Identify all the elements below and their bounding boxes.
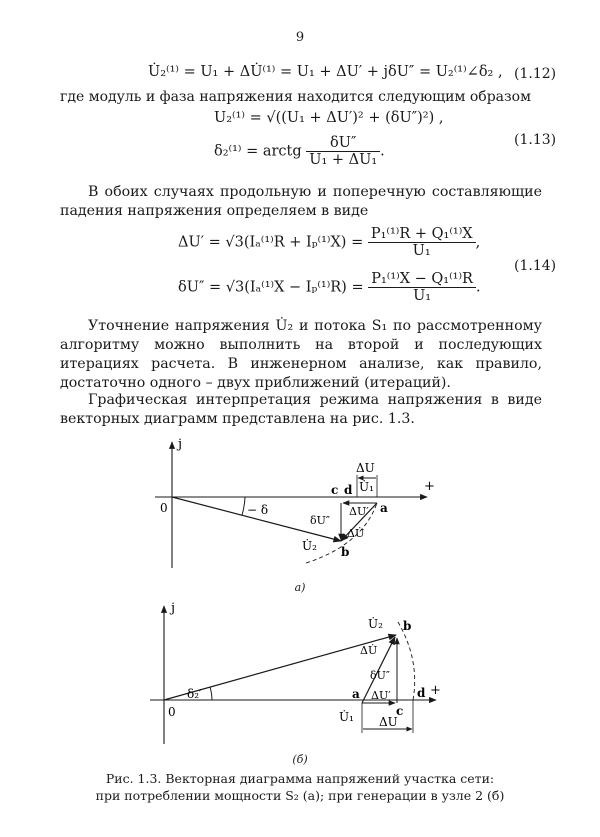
fig-a-label-u1: U̇₁	[359, 480, 374, 494]
equation-number-1-13: (1.13)	[514, 132, 557, 148]
fig-b-label-d: d	[417, 686, 426, 700]
fig-a-label-deltau: δU″	[310, 514, 331, 527]
eq-1-14-tail1: ,	[475, 234, 481, 251]
fig-b-angle-arc	[210, 687, 212, 700]
fig-b-origin-label: 0	[168, 705, 176, 719]
fig-b-label-duprime: ΔU′	[371, 689, 391, 702]
fig-a-label-b: b	[341, 545, 350, 559]
fig-b-label-a: a	[352, 687, 360, 701]
paragraph-refine: Уточнение напряжения U̇₂ и потока S₁ по рассмотренному алгоритму можно выполнить на второй и последующих итерациях расчета. В инженерном анализе, как правило, достаточно одного – двух приближений (итераций).	[60, 318, 542, 391]
fig-a-angle-label: − δ	[247, 503, 269, 517]
fig-a-j-label: j	[178, 437, 183, 452]
fig-a-label-d: d	[344, 483, 353, 497]
eq-1-14-numerator2: P₁⁽¹⁾X − Q₁⁽¹⁾R	[368, 271, 476, 288]
eq-1-14-denominator2: U₁	[413, 288, 432, 304]
fig-a-label-a: a	[380, 501, 388, 515]
equation-1-13-line1: U₂⁽¹⁾ = √((U₁ + ΔU′)² + (δU″)²) ,	[214, 110, 444, 126]
fig-b-label-du: ΔU	[379, 715, 398, 729]
eq-1-13-lhs: δ₂⁽¹⁾ = arctg	[214, 143, 302, 160]
fig-b-label-c: c	[396, 704, 404, 718]
eq-1-14-denominator1: U₁	[412, 243, 431, 259]
paragraph-graphic: Графическая интерпретация режима напряжения в виде векторных диаграмм представлена на рис. 1.3.	[60, 392, 542, 427]
figure-b-sublabel: (б)	[292, 753, 308, 766]
equation-1-12: U̇₂⁽¹⁾ = U₁ + ΔU̇⁽¹⁾ = U₁ + ΔU′ + jδU″ = U₂⁽¹⁾∠δ₂ ,	[148, 64, 503, 80]
eq-1-14-lhs2: δU″ = √3(Iₐ⁽¹⁾X − Iₚ⁽¹⁾R) =	[178, 279, 364, 296]
eq-1-14-tail2: .	[475, 279, 481, 296]
eq-1-14-lhs1: ΔU′ = √3(Iₐ⁽¹⁾R + Iₚ⁽¹⁾X) =	[178, 234, 364, 251]
fig-b-label-u1: U̇₁	[339, 710, 354, 724]
eq-1-13-tail: .	[380, 143, 385, 160]
fig-a-label-u2: U̇₂	[302, 539, 317, 553]
fig-b-plus-label: +	[430, 683, 441, 698]
fig-b-j-label: j	[171, 601, 176, 616]
equation-number-1-12: (1.12)	[514, 66, 557, 82]
fig-b-label-dudot: ΔU̇	[360, 644, 378, 657]
fig-b-dashed-arc	[398, 622, 415, 700]
figure-caption-line2: при потреблении мощности S₂ (а); при генерации в узле 2 (б)	[95, 788, 505, 803]
page-number: 9	[295, 30, 305, 45]
equation-number-1-14: (1.14)	[514, 258, 557, 274]
fig-a-origin-label: 0	[160, 501, 168, 515]
fig-b-label-deltau: δU″	[370, 669, 391, 682]
figure-a-sublabel: а)	[294, 581, 306, 594]
fig-a-label-duprime: ΔU′	[349, 505, 369, 518]
fig-a-plus-label: +	[424, 479, 435, 494]
fig-a-label-du: ΔU	[356, 461, 375, 475]
paragraph-components: В обоих случаях продольную и поперечную составляющие падения напряжения определяем в виде	[60, 184, 542, 219]
text-modulus-line: где модуль и фаза напряжения находится следующим образом	[60, 89, 531, 105]
fig-b-label-b: b	[403, 619, 412, 633]
fig-b-angle-label: δ₂′	[187, 687, 202, 701]
figure-caption-line1: Рис. 1.3. Векторная диаграмма напряжений участка сети:	[105, 771, 495, 786]
fig-a-label-dudot: ΔU̇	[347, 527, 365, 540]
eq-1-13-numerator: δU″	[306, 135, 380, 152]
eq-1-13-denominator: U₁ + ΔU₁	[309, 152, 378, 168]
fig-b-label-u2: U̇₂	[368, 617, 383, 631]
fig-a-label-c: c	[331, 483, 339, 497]
eq-1-14-numerator1: P₁⁽¹⁾R + Q₁⁽¹⁾X	[368, 226, 476, 243]
